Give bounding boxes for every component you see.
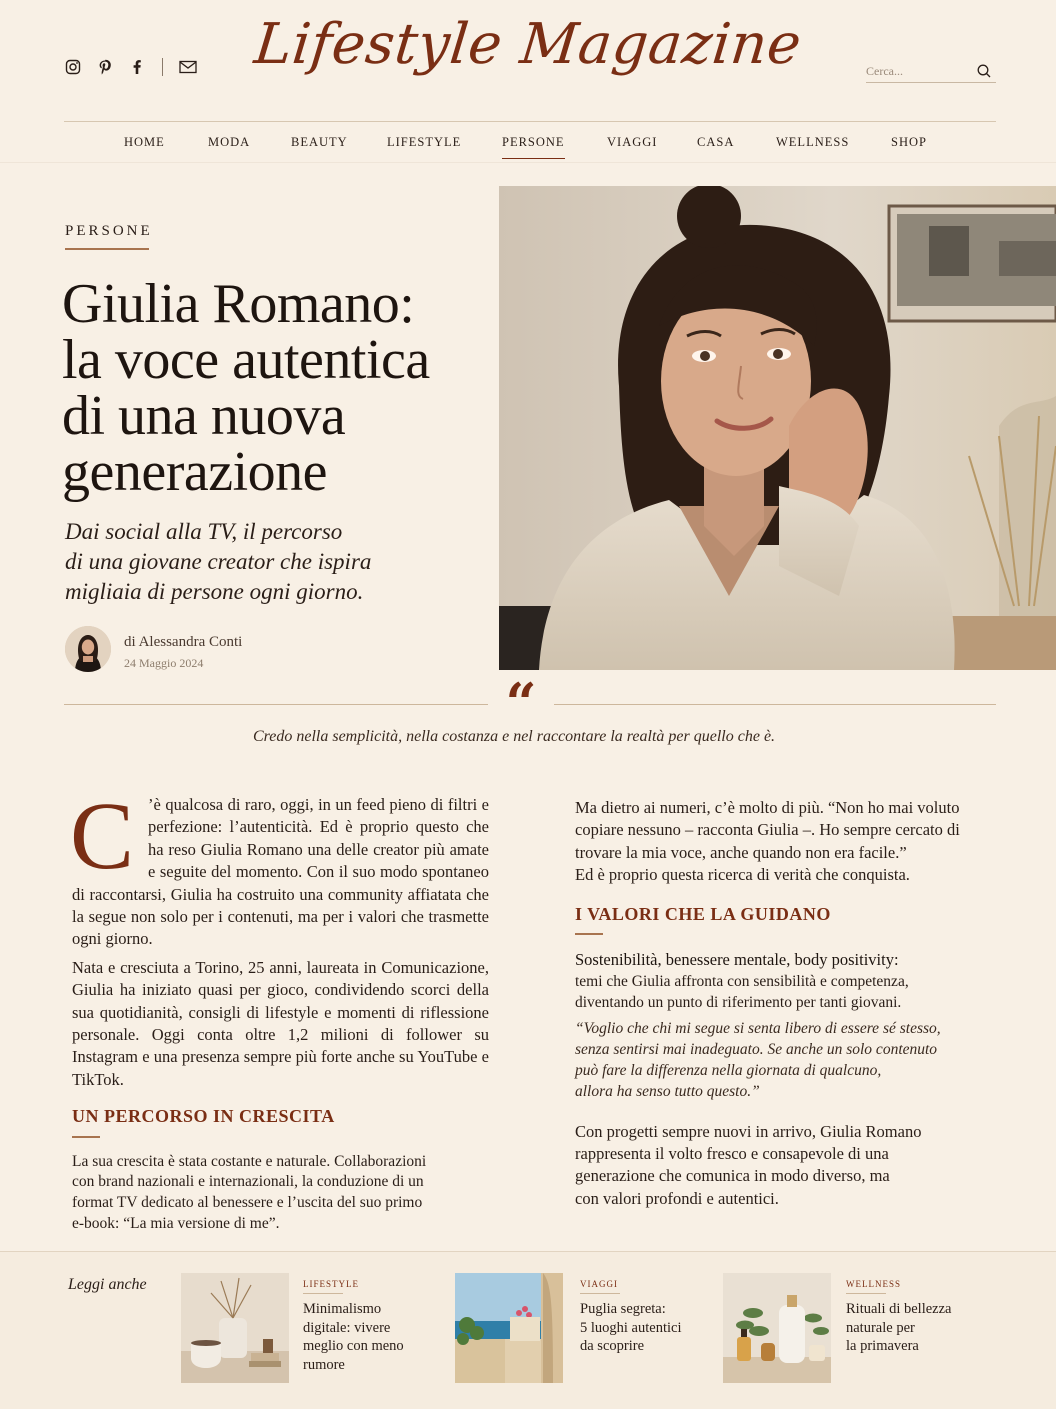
card-rule: [303, 1293, 343, 1294]
nav-item-viaggi[interactable]: VIAGGI: [607, 135, 658, 149]
search-icon[interactable]: [976, 63, 992, 79]
card-image[interactable]: [455, 1273, 563, 1383]
paragraph: [70, 782, 489, 951]
drop-cap: C: [70, 782, 135, 889]
site-logo[interactable]: Lifestyle Magazine: [251, 12, 805, 77]
inline-quote: [575, 1019, 995, 1102]
text-line: e-book: “La mia versione di me”.: [72, 1215, 280, 1233]
text-line: digitale: vivere: [303, 1319, 391, 1336]
subtitle-line: Dai social alla TV, il percorso: [65, 519, 343, 544]
title-line: di una nuova: [62, 385, 346, 447]
nav-item-home[interactable]: HOME: [124, 135, 165, 149]
paragraph-lead: Sostenibilità, benessere mentale, body positivity:: [575, 950, 899, 970]
text-line: rumore: [303, 1356, 345, 1373]
text-line: diventando un punto di riferimento per tanti giovani.: [575, 994, 902, 1012]
text-line: da scoprire: [580, 1338, 645, 1354]
subtitle-line: di una giovane creator che ispira: [65, 549, 372, 574]
main-nav: [64, 135, 996, 163]
title-line: generazione: [62, 441, 327, 503]
nav-item-beauty[interactable]: BEAUTY: [291, 135, 348, 149]
quote-divider-left: [64, 704, 488, 705]
nav-item-lifestyle[interactable]: LIFESTYLE: [387, 135, 462, 149]
card-title[interactable]: [846, 1300, 952, 1356]
text-line: format TV dedicato al benessere e l’uscita del suo primo: [72, 1194, 423, 1212]
text-line: la primavera: [846, 1338, 919, 1354]
read-also-label: Leggi anche: [68, 1276, 147, 1293]
text-line: Ma dietro ai numeri, c’è molto di più. “Non ho mai voluto: [575, 798, 960, 817]
paragraph-text: ’è qualcosa di raro, oggi, in un feed pieno di filtri e perfezione: l’autenticità. Ed è proprio questo che ha reso Giulia Romano una delle creator più amate e seguite del momento. Con il suo modo spontaneo di raccontarsi, Giulia ha costruito una community affiatata che la segue non solo per i contenuti, ma per i valori che trasmette ogni giorno.: [72, 795, 489, 949]
nav-item-casa[interactable]: CASA: [697, 135, 735, 149]
author-avatar[interactable]: [65, 626, 111, 672]
article-title: [62, 273, 482, 503]
text-line: Minimalismo: [303, 1301, 382, 1317]
text-line: Ed è proprio questa ricerca di verità che conquista.: [575, 865, 910, 885]
author-name[interactable]: di Alessandra Conti: [124, 634, 243, 650]
paragraph: [575, 971, 995, 1013]
text-line: può fare la differenza nella giornata di qualcuno,: [575, 1062, 882, 1080]
text-line: naturale per: [846, 1319, 915, 1336]
text-line: generazione che comunica in modo diverso, ma: [575, 1166, 890, 1186]
text-line: rappresenta il volto fresco e consapevole di una: [575, 1144, 889, 1164]
nav-item-persone[interactable]: PERSONE: [502, 135, 565, 159]
article-category[interactable]: PERSONE: [65, 223, 153, 239]
publish-date: 24 Maggio 2024: [124, 656, 204, 670]
text-line: senza sentirsi mai inadeguato. Se anche un solo contenuto: [575, 1041, 938, 1059]
paragraph: [72, 1152, 489, 1235]
search-input[interactable]: [866, 64, 976, 79]
card-image[interactable]: [723, 1273, 831, 1383]
text-line: La sua crescita è stata costante e naturale. Collaborazioni: [72, 1152, 427, 1170]
card-category[interactable]: WELLNESS: [846, 1279, 901, 1289]
section-growth: [72, 1105, 489, 1235]
card-category[interactable]: LIFESTYLE: [303, 1279, 359, 1289]
card-title[interactable]: [303, 1300, 404, 1374]
pull-quote: Credo nella semplicità, nella costanza e nel raccontare la realtà per quello che è.: [252, 728, 776, 745]
text-line: trovare la mia voce, anche quando non era facile.”: [575, 842, 907, 862]
quote-divider-right: [554, 704, 996, 705]
nav-item-shop[interactable]: SHOP: [891, 135, 927, 149]
card-title[interactable]: [580, 1300, 681, 1356]
text-line: allora ha senso tutto questo.”: [575, 1082, 760, 1100]
text-line: “Voglio che chi mi segue si senta libero di essere sé stesso,: [575, 1020, 941, 1038]
article-subtitle: [65, 517, 395, 607]
subtitle-line: migliaia di persone ogni giorno.: [65, 579, 364, 604]
text-line: Rituali di bellezza: [846, 1301, 952, 1317]
paragraph: [575, 1121, 995, 1211]
card-rule: [580, 1293, 620, 1294]
text-line: con valori profondi e autentici.: [575, 1188, 779, 1208]
paragraph: [575, 797, 995, 887]
nav-divider: [0, 162, 1056, 163]
hero-portrait-image: [499, 186, 1056, 670]
card-image[interactable]: [181, 1273, 289, 1383]
text-line: Puglia segreta:: [580, 1301, 666, 1317]
card-category[interactable]: VIAGGI: [580, 1279, 618, 1289]
nav-item-moda[interactable]: MODA: [208, 135, 251, 149]
header-divider: [64, 121, 996, 122]
card-rule: [846, 1293, 886, 1294]
text-line: 5 luoghi autentici: [580, 1319, 682, 1336]
article-column-right: [575, 797, 995, 1210]
section-heading: I VALORI CHE LA GUIDANO: [575, 903, 831, 924]
text-line: copiare nessuno – racconta Giulia –. Ho sempre cercato di: [575, 820, 960, 840]
text-line: con brand nazionali e internazionali, la conduzione di un: [72, 1173, 424, 1191]
text-line: temi che Giulia affronta con sensibilità e competenza,: [575, 973, 909, 991]
title-line: Giulia Romano:: [62, 273, 415, 335]
read-also-section: [0, 1251, 1056, 1409]
section-heading: UN PERCORSO IN CRESCITA: [72, 1106, 335, 1127]
title-line: la voce autentica: [62, 329, 430, 391]
text-line: meglio con meno: [303, 1338, 404, 1354]
text-line: Con progetti sempre nuovi in arrivo, Giulia Romano: [575, 1121, 922, 1141]
search-box: [866, 60, 996, 83]
section-rule: [575, 933, 603, 935]
quote-mark-icon: “: [505, 671, 537, 735]
paragraph: Nata e cresciuta a Torino, 25 anni, laureata in Comunicazione, Giulia ha iniziato quasi per gioco, condividendo scorci della sua quotidianità, consigli di lifestyle e momenti di riflessione personale. Oggi conta oltre 1,2 milioni di follower su Instagram e una presenza sempre più forte anche su YouTube e TikTok.: [72, 957, 489, 1089]
section-rule: [72, 1136, 100, 1138]
article-column-left: [70, 782, 489, 1235]
category-rule: [65, 248, 149, 250]
nav-item-wellness[interactable]: WELLNESS: [776, 135, 850, 149]
